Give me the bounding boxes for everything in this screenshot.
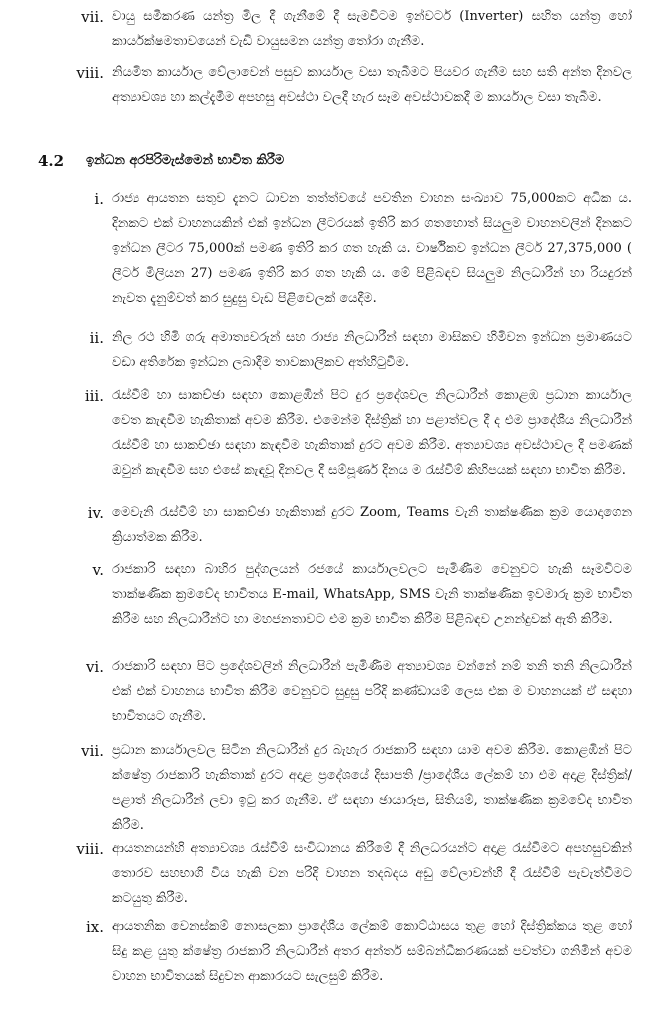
item-text: වායු සමීකරණ යන්ත්‍ර මිල දී ගැනීමේ දී සැමවිටම ඉන්වටර් (Inverter) සහිත යන්ත්‍ර හෝ කාර්යක්ෂමතාවයෙන් වැඩි වායුසමන යන්ත්‍ර තෝරා ගැනීම. [112, 9, 632, 49]
item-number: ii. [89, 329, 104, 347]
item-text: රාජකාරි සඳහා බාහිර පුද්ගලයන් රජයේ කාර්යාලවලට පැමිණීම වෙනුවට හැකි සෑමවිටම තාක්ෂණික ක්‍රමවේද භාවිතය E-mail, WhatsApp, SMS වැනි තාක්ෂණික ඉවමාරු ක්‍රම භාවිත කිරීම සහ නිලධාරීන්ට හා මහජනතාවට එම ක්‍රම භාවිත කිරීම පිළිබඳව උනන්දුවක් ඇති කිරීම. [112, 562, 632, 627]
item-number: viii. [76, 64, 104, 82]
item-number: v. [92, 561, 104, 579]
item-text: රාජ්‍ය ආයතන සතුව දැනට ධාවන තත්ත්වයේ පවතින වාහන සංඛ්‍යාව 75,000කට අධික ය. දිනකට එක් වාහනයකින් එක් ඉන්ධන ලීටරයක් ඉතිරි කර ගතහොත් සියලුම වාහනවලින් දිනකට ඉන්ධන ලීටර 75,000ක් පමණ ඉතිරි කර ගත හැකි ය. වාර්ෂිකව ඉන්ධන ලීටර් 27,375,000 ( ලීටර් මිලියන 27) පමණ ඉතිරි කර ගත හැකි ය. මේ පිළිබඳව සියලුම නිලධාරීන් හා රියදුරන් නැවත දැනුම්වත් කර සුදුසු වැඩ පිළිවෙලක් යෙදීම. [112, 191, 632, 306]
item-text: රැස්වීම් හා සාකච්ඡා සඳහා කොළඹින් පිට දුර ප්‍රදේශවල නිලධාරීන් කොළඹ ප්‍රධාන කාර්යාල වෙත කැඳවීම හැකිතාක් අවම කිරීම. එමෙන්ම දිස්ත්‍රික් හා පළාත්වල දී ද එම ප්‍රාදේශීය නිලධාරීන් රැස්වීම් හා සාකච්ඡා සඳහා කැඳවීම හැකිතාක් දුරට අවම කිරීම. අත්‍යාවශ්‍ය අවස්ථාවල දී පමණක් ඔවුන් කැඳවීම සහ එසේ කැඳවූ දිනවල දී සම්පූර්ණ දිනය ම රැස්වීම් කිහිපයක් සඳහා භාවිත කිරීම. [112, 388, 632, 478]
item-text: නිල රථ හිමි ගරු අමාත්‍යවරුන් සහ රාජ්‍ය නිලධාරීන් සඳහා මාසිකව හිමිවන ඉන්ධන ප්‍රමාණයට වඩා අතිරේක ඉන්ධන ලබාදීම තාවකාලිකව අත්හිටුවීම. [112, 330, 632, 370]
item-text: ප්‍රධාන කාර්යාලවල සිටින නිලධාරීන් දුර බැහැර රාජකාරි සඳහා යාම අවම කිරීම. කොළඹින් පිට ක්ෂේත්‍ර රාජකාරි හැකිතාක් දුරට අදාළ ප්‍රදේශයේ දිසාපති /ප්‍රාදේශීය ලේකම් හා එම අදාළ දිස්ත්‍රික්/ පළාත් නිලධාරීන් ලවා ඉටු කර ගැනීම. ඒ සඳහා ඡායාරූප, සිතියම්, තාක්ෂණික ක්‍රමවේද භාවිත කිරීම. [112, 743, 632, 833]
item-text: ආයතනයන්හි අත්‍යාවශ්‍ය රැස්වීම් සංවිධානය කිරීමේ දී නිලධරයන්ට අදාළ රැස්වීමට අපහසුවකින් තොරව සහභාගි විය හැකි වන පරිදි වාහන තදබදය අඩු වේලාවන්හි දී රැස්වීම් පැවැත්වීමට කටයුතු කිරීම. [112, 841, 632, 906]
item-number: vii. [81, 742, 104, 760]
item-number: iv. [87, 504, 104, 522]
item-text: රාජකාරි සඳහා පිට ප්‍රදේශවලින් නිලධාරීන් පැමිණීම අත්‍යාවශ්‍ය වන්නේ නම් තනි තනි නිලධාරීන් එක් එක් වාහනය භාවිත කිරීම වෙනුවට සුදුසු පරිදි කණ්ඩායම් ලෙස එක ම වාහනයක් ඒ සඳහා භාවිතයට ගැනීම. [112, 659, 632, 724]
section-number: 4.2 [38, 152, 65, 170]
item-text: මෙවැනි රැස්වීම් හා සාකච්ඡා හැකිතාක් දුරට Zoom, Teams වැනි තාක්ෂණික ක්‍රම යොදාගෙන ක්‍රියාත්මක කිරීම. [112, 505, 632, 545]
item-text: නියමිත කාර්යාල වේලාවෙන් පසුව කාර්යාල වසා තැබීමට පියවර ගැනීම සහ සති අන්ත දිනවල අත්‍යාවශ්‍ය හා කල්දැමීම අපහසු අවස්ථා වලදී හැර සෑම අවස්ථාවකදී ම කාර්යාල වසා තැබීම. [112, 65, 632, 105]
item-text: ආයතනික වෙනස්කම් නොසලකා ප්‍රාදේශීය ලේකම් කොට්ඨාසය තුළ හෝ දිස්ත්‍රික්කය තුළ හෝ සිදු කළ යුතු ක්ෂේත්‍ර රාජකාරි නිලධාරීන් අතර අන්තර් සම්බන්ධීකරණයක් පවත්වා ගනිමින් අවම වාහන භාවිතයක් සිදුවන ආකාරයට සැලසුම් කිරීම. [112, 919, 632, 984]
item-number: vii. [81, 8, 104, 26]
item-number: iii. [84, 387, 104, 405]
item-number: ix. [85, 918, 104, 936]
item-number: i. [94, 190, 104, 208]
item-number: viii. [76, 840, 104, 858]
section-title: ඉන්ධන අරපිරිමැස්මෙන් භාවිත කිරීම [86, 153, 285, 168]
item-number: vi. [85, 658, 104, 676]
